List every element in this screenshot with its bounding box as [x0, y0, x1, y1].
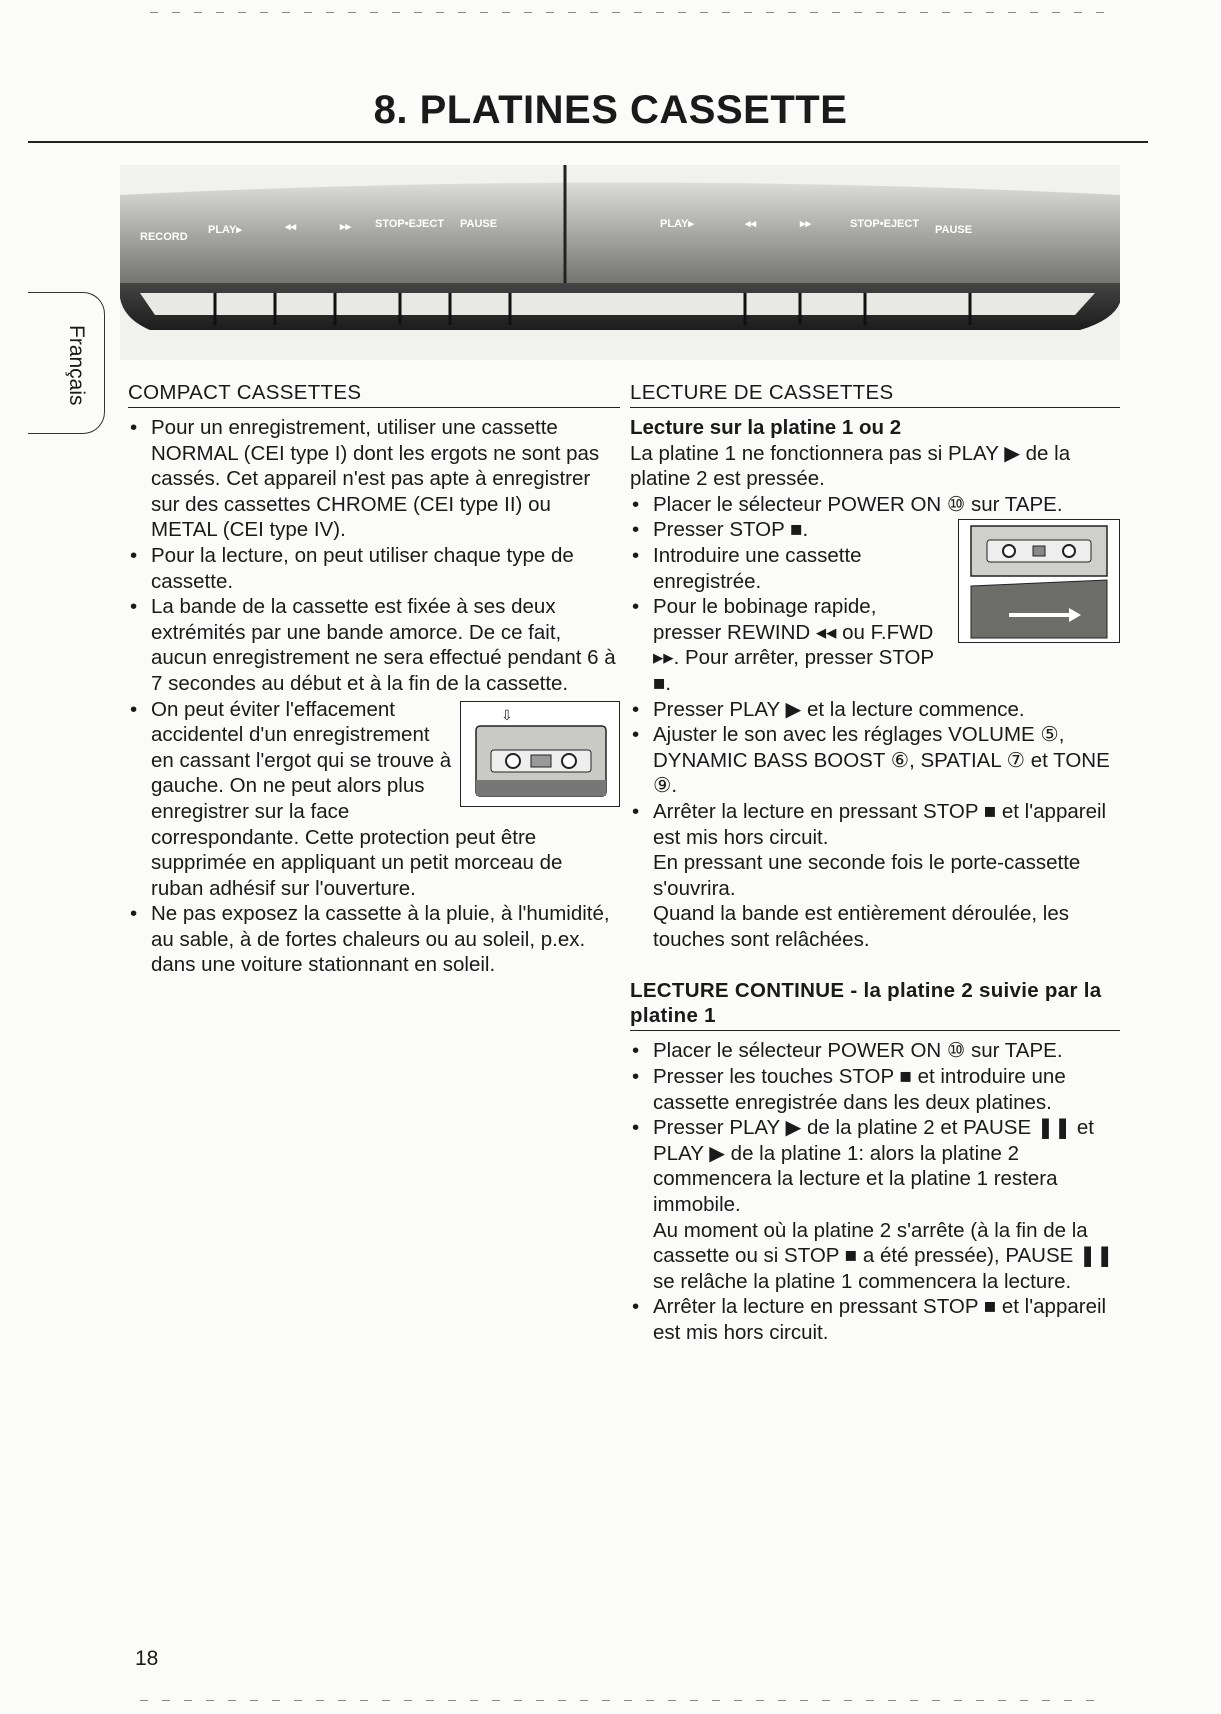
compact-cassettes-section	[128, 380, 620, 978]
deck-label-play-2: PLAY▸	[660, 218, 694, 230]
lecture-continue-list	[630, 1038, 1120, 1217]
lecture-intro: La platine 1 ne fonctionnera pas si PLAY ▶ de la platine 2 est pressée.	[630, 441, 1071, 491]
deck-label-stop-eject-1: STOP•EJECT	[375, 218, 445, 230]
list-item	[630, 517, 1120, 543]
list-item: • Ne pas exposez la cassette à la pluie, à l'humidité, au sable, à de fortes chaleurs ou au soleil, p.ex. dans une voiture stationnant en soleil.	[128, 901, 620, 978]
deck-label-rewind-1: ◂◂	[285, 221, 297, 233]
cassette-tab-illustration	[460, 701, 620, 807]
title-rule	[28, 141, 1148, 143]
lecture-heading: LECTURE DE CASSETTES	[630, 380, 1120, 408]
lecture-continue-note: Au moment où la platine 2 s'arrête (à la fin de la cassette ou si STOP ■ a été pressée), PAUSE ❚❚ se relâche la platine 1 commencera la lecture.	[653, 1218, 1114, 1293]
list-item: • Pour un enregistrement, utiliser une cassette NORMAL (CEI type I) dont les ergots ne sont pas cassés. Cet appareil n'est pas apte à enregistrer sur des cassettes CHROME (CEI type II) ou METAL (CEI type IV).	[128, 415, 620, 543]
page-number: 18	[135, 1647, 159, 1670]
deck-label-record: RECORD	[140, 231, 188, 243]
deck-label-pause-2: PAUSE	[935, 224, 973, 236]
deck-label-rewind-2: ◂◂	[745, 218, 757, 230]
list-item: • Arrêter la lecture en pressant STOP ■ et l'appareil est mis hors circuit.	[630, 799, 1120, 850]
lecture-note: En pressant une seconde fois le porte-cassette s'ouvrira.	[653, 851, 1081, 900]
compact-cassettes-list	[128, 415, 620, 978]
page-title: 8. PLATINES CASSETTE	[373, 88, 848, 132]
svg-text:⇩: • ⇩	[501, 706, 513, 723]
lecture-de-cassettes-section	[630, 380, 1120, 1346]
list-item: • La bande de la cassette est fixée à ses deux extrémités par une bande amorce. De ce fait, aucun enregistrement ne sera effectué pendant 6 à 7 secondes au début et à la fin de la cassette.	[128, 594, 620, 696]
deck-label-ffwd-2: ▸▸	[800, 218, 812, 230]
deck-label-ffwd-1: ▸▸	[340, 221, 352, 233]
scan-artifact-top	[150, 12, 1110, 13]
scan-artifact-bottom	[140, 1700, 1100, 1701]
language-tab-label: Français	[65, 324, 88, 406]
list-item: • Placer le sélecteur POWER ON ⑩ sur TAPE.	[630, 492, 1120, 518]
list-item: • Presser les touches STOP ■ et introduire une cassette enregistrée dans les deux platines.	[630, 1064, 1120, 1115]
lecture-continue-list-end	[630, 1294, 1120, 1345]
deck-label-pause-1: PAUSE	[460, 218, 498, 230]
list-item-text: On peut éviter l'effacement accidentel d'un enregistrement en cassant l'ergot qui se trouve à gauche. On ne peut alors plus enregistrer sur la face correspondante. Cette protection peut être supprimée en appliquant un petit morceau de ruban adhésif sur l'ouverture.	[151, 697, 563, 900]
list-item: • Placer le sélecteur POWER ON ⑩ sur TAPE.	[630, 1038, 1120, 1064]
list-item: • Introduire une cassette enregistrée.	[630, 543, 1120, 594]
deck-label-stop-eject-2: STOP•EJECT	[850, 218, 920, 230]
lecture-note: Quand la bande est entièrement déroulée, les touches sont relâchées.	[653, 902, 1069, 951]
cassette-deck-illustration	[120, 165, 1120, 360]
lecture-continue-heading: LECTURE CONTINUE - la platine 2 suivie par la platine 1	[630, 978, 1120, 1031]
lecture-subheading: Lecture sur la platine 1 ou 2	[630, 416, 902, 439]
deck-label-play-1: PLAY▸	[208, 224, 242, 236]
list-item: • Arrêter la lecture en pressant STOP ■ et l'appareil est mis hors circuit.	[630, 1294, 1120, 1345]
list-item	[128, 697, 620, 902]
list-item-text: Presser STOP ■.	[653, 518, 809, 542]
list-item: • Presser PLAY ▶ et la lecture commence.	[630, 697, 1120, 723]
lecture-list	[630, 492, 1120, 850]
list-item: • Ajuster le son avec les réglages VOLUME ⑤, DYNAMIC BASS BOOST ⑥, SPATIAL ⑦ et TONE ⑨.	[630, 722, 1120, 799]
compact-cassettes-heading: COMPACT CASSETTES	[128, 380, 620, 408]
list-item: • Pour la lecture, on peut utiliser chaque type de cassette.	[128, 543, 620, 594]
list-item: • Presser PLAY ▶ de la platine 2 et PAUSE ❚❚ et PLAY ▶ de la platine 1: alors la platine 2 commencera la lecture et la platine 1 restera immobile.	[630, 1115, 1120, 1217]
list-item: • Pour le bobinage rapide, presser REWIND ◂◂ ou F.FWD ▸▸. Pour arrêter, presser STOP ■.	[630, 594, 1120, 696]
